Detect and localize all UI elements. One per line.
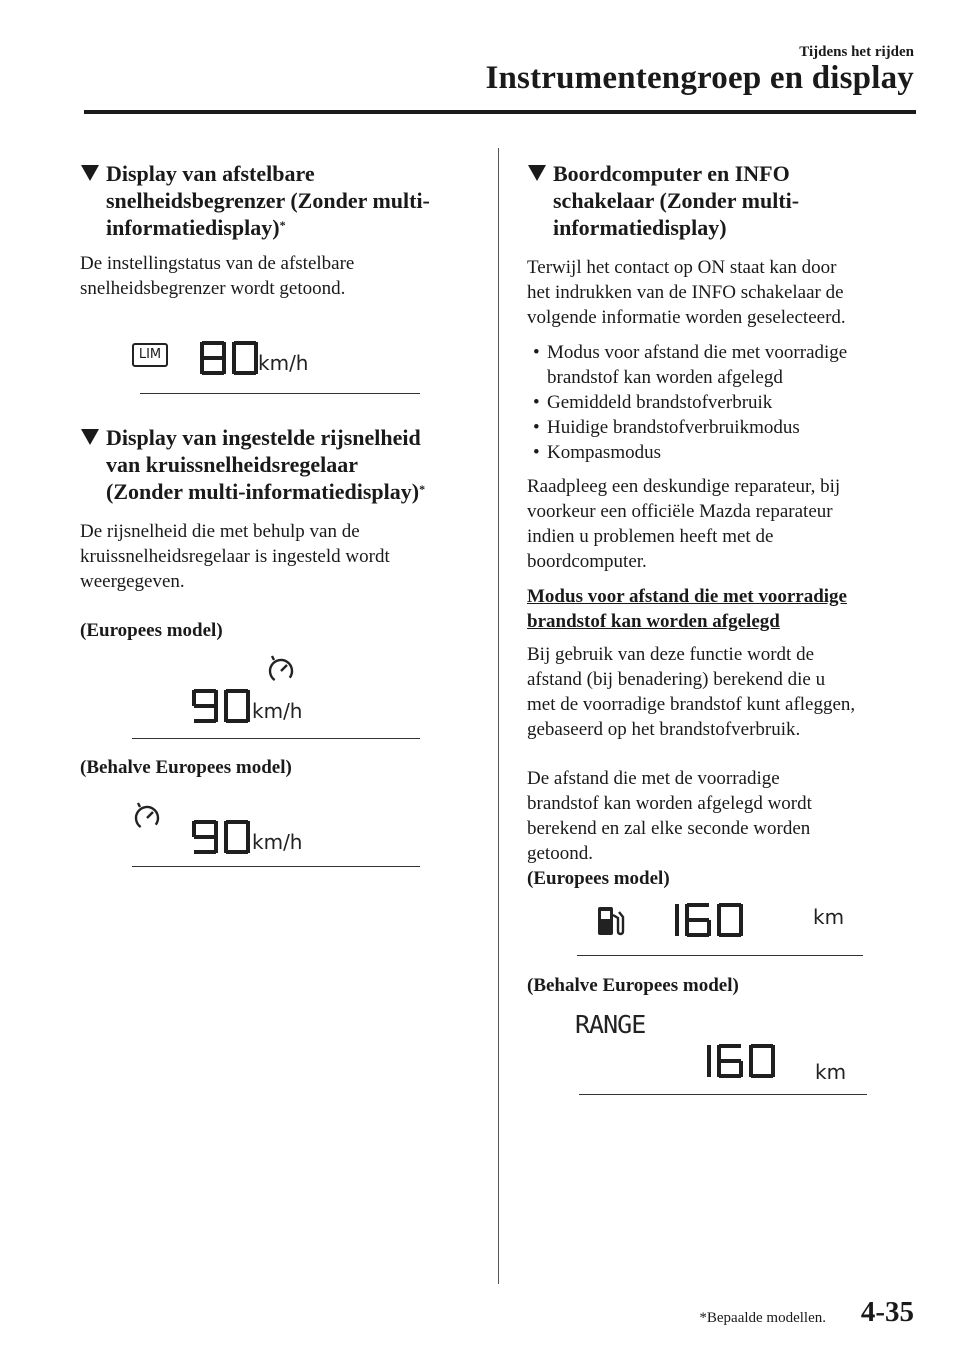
segment-f [192, 690, 196, 706]
segment-d [719, 933, 741, 937]
display-rule [140, 393, 420, 394]
triangle-bullet-icon [80, 428, 100, 446]
segment-d [194, 719, 216, 723]
segment-g [202, 356, 224, 360]
segment-d [687, 933, 709, 937]
segment-f [232, 342, 236, 358]
display-rule [132, 866, 420, 867]
footnote-marker: * [279, 218, 286, 232]
label-other-model: (Behalve Europees model) [527, 975, 739, 996]
segment-a [194, 820, 216, 824]
display-rule [577, 955, 863, 956]
footnote: *Bepaalde modellen. [699, 1310, 826, 1326]
list-item: • Gemiddeld brandstofverbruik [527, 390, 917, 415]
list-item: • Modus voor afstand die met voorradige brandstof kan worden afgelegd [527, 340, 917, 390]
seven-segment-value [200, 341, 264, 377]
segment-a [194, 689, 216, 693]
segment-g [687, 918, 709, 922]
list-item: • Kompasmodus [527, 440, 917, 465]
seven-segment-value [192, 820, 256, 856]
seven-segment-value [653, 903, 749, 939]
segment-b [246, 690, 250, 706]
trip-computer-intro: Terwijl het contact op ON staat kan door het indrukken van de INFO schakelaar de volgende informatie worden geselecteerd. [527, 257, 846, 328]
segment-f [717, 1045, 721, 1061]
label-european-model: (Europees model) [80, 620, 223, 641]
segment-c [707, 1061, 711, 1077]
segment-digits [192, 820, 256, 861]
segment-digits [685, 1044, 781, 1085]
column-divider [498, 148, 499, 1284]
section-heading-cruise-speed: Display van ingestelde rijsnelheid van kruissnelheidsregelaar (Zonder multi-informatiedisplay)* [80, 424, 470, 505]
segment-a [226, 820, 248, 824]
fuel-pump-icon [595, 903, 625, 939]
segment-d [194, 850, 216, 854]
page-header-title: Instrumentengroep en display [485, 60, 914, 96]
header-rule [84, 110, 916, 114]
unit-label: km [815, 1060, 847, 1084]
segment-f [749, 1045, 753, 1061]
segment-f [717, 904, 721, 920]
cruise-display-other [80, 780, 470, 870]
segment-f [224, 690, 228, 706]
service-advice: Raadpleeg een deskundige reparateur, bij voorkeur een officiële Mazda reparateur indien u problemen heeft met de boordcomputer. [527, 476, 841, 572]
segment-d [234, 371, 256, 375]
right-column [527, 160, 917, 1098]
unit-label: km/h [252, 699, 303, 723]
range-badge: RANGE [575, 1010, 646, 1039]
footnote-marker: * [419, 482, 426, 496]
subheading-range-mode: Modus voor afstand die met voorradige brandstof kan worden afgelegd [527, 586, 847, 632]
segment-a [719, 1044, 741, 1048]
segment-b [246, 821, 250, 837]
cruise-control-icon [132, 800, 162, 832]
lim-badge: LIM [132, 343, 168, 367]
segment-a [226, 689, 248, 693]
triangle-bullet-icon [80, 164, 100, 182]
segment-f [685, 904, 689, 920]
label-other-model: (Behalve Europees model) [80, 757, 292, 778]
segment-d [719, 1074, 741, 1078]
segment-digits [653, 903, 749, 944]
segment-a [719, 903, 741, 907]
segment-b [707, 1045, 711, 1061]
segment-g [194, 835, 216, 839]
mode-list [527, 340, 917, 465]
segment-a [687, 903, 709, 907]
section-heading-speed-limiter: Display van afstelbare snelheidsbegrenzer (Zonder multi- informatiedisplay)* [80, 160, 470, 241]
range-display-european [527, 891, 917, 961]
segment-b [222, 342, 226, 358]
segment-digits [200, 341, 264, 382]
display-rule [132, 738, 420, 739]
running-header-section: Tijdens het rijden [799, 44, 914, 60]
segment-b [214, 821, 218, 837]
cruise-speed-description: De rijsnelheid die met behulp van de kruissnelheidsregelaar is ingesteld wordt weergegeven. [80, 521, 390, 592]
section-heading-trip-computer: Boordcomputer en INFO schakelaar (Zonder multi- informatiedisplay) [527, 160, 917, 241]
label-european-model: (Europees model) [527, 868, 670, 889]
seven-segment-value [685, 1044, 781, 1080]
cruise-control-icon [266, 653, 296, 685]
unit-label: km [813, 905, 845, 929]
segment-digits [192, 689, 256, 730]
segment-a [202, 341, 224, 345]
segment-c [739, 1061, 743, 1077]
segment-e [224, 837, 228, 853]
display-rule [579, 1094, 867, 1095]
range-display-other [527, 998, 917, 1098]
seven-segment-value [192, 689, 256, 725]
segment-b [675, 904, 679, 920]
unit-label: km/h [258, 351, 309, 375]
unit-label: km/h [252, 830, 303, 854]
segment-g [194, 704, 216, 708]
list-item: • Huidige brandstofverbruikmodus [527, 415, 917, 440]
segment-f [224, 821, 228, 837]
range-mode-description: Bij gebruik van deze functie wordt de afstand (bij benadering) berekend die u met de voorradige brandstof kunt afleggen, gebaseerd op het brandstofverbruik. [527, 644, 856, 740]
segment-d [202, 371, 224, 375]
cruise-display-european [80, 643, 470, 741]
segment-b [739, 904, 743, 920]
speed-limiter-description: De instellingstatus van de afstelbare snelheidsbegrenzer wordt getoond. [80, 253, 355, 299]
segment-d [751, 1074, 773, 1078]
segment-b [771, 1045, 775, 1061]
segment-d [226, 850, 248, 854]
segment-g [719, 1059, 741, 1063]
segment-f [192, 821, 196, 837]
segment-c [707, 920, 711, 936]
speed-limiter-display [80, 301, 470, 396]
segment-e [717, 920, 721, 936]
segment-c [675, 920, 679, 936]
segment-d [226, 719, 248, 723]
range-update-description: De afstand die met de voorradige brandstof kan worden afgelegd wordt berekend en zal elke seconde worden getoond. [527, 768, 812, 864]
segment-f [200, 342, 204, 358]
segment-a [234, 341, 256, 345]
segment-e [200, 358, 204, 374]
segment-a [751, 1044, 773, 1048]
page-number: 4-35 [860, 1296, 914, 1328]
triangle-bullet-icon [527, 164, 547, 182]
segment-e [224, 706, 228, 722]
segment-e [232, 358, 236, 374]
segment-b [214, 690, 218, 706]
left-column [80, 160, 470, 870]
segment-e [749, 1061, 753, 1077]
